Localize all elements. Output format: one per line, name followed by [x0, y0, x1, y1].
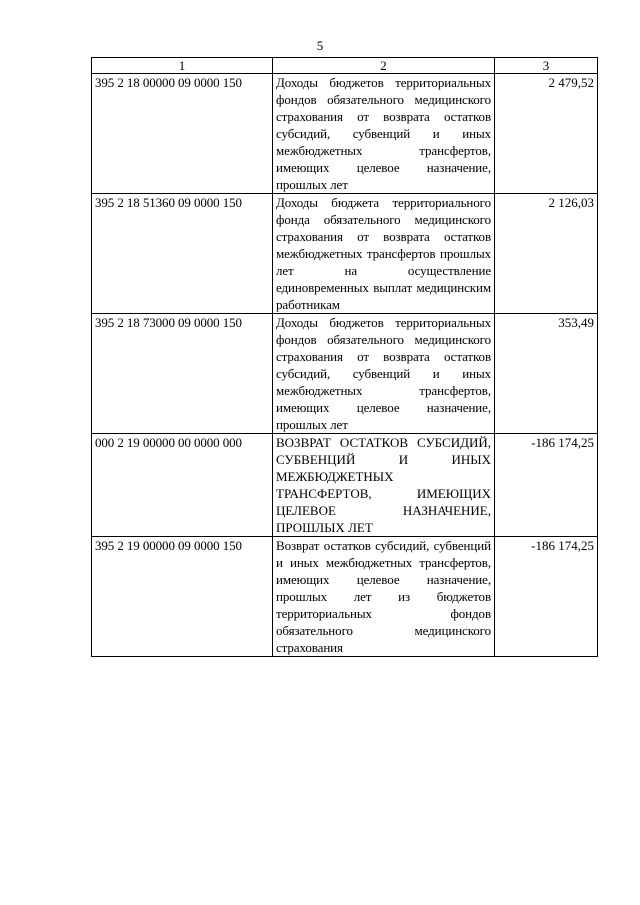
row-amount: -186 174,25	[495, 434, 598, 537]
table-row	[92, 537, 598, 657]
budget-revenue-table	[91, 57, 598, 657]
table-row	[92, 74, 598, 194]
table-row	[92, 194, 598, 314]
row-code: 395 2 18 00000 09 0000 150	[92, 74, 273, 194]
row-description: Доходы бюджета территориального фонда обязательного медицинского страхования от возврата остатков межбюджетных трансфертов прошлых лет на осуществление единовременных выплат медицинским работникам	[273, 194, 495, 314]
row-description: Доходы бюджетов территориальных фондов обязательного медицинского страхования от возврата остатков субсидий, субвенций и иных межбюджетных трансфертов, имеющих целевое назначение, прошлых лет	[273, 314, 495, 434]
column-header-amount: 3	[495, 58, 598, 74]
row-code: 395 2 18 73000 09 0000 150	[92, 314, 273, 434]
page-number: 5	[316, 38, 324, 53]
column-header-description: 2	[273, 58, 495, 74]
row-code: 000 2 19 00000 00 0000 000	[92, 434, 273, 537]
row-amount: 2 126,03	[495, 194, 598, 314]
row-amount: 353,49	[495, 314, 598, 434]
row-amount: 2 479,52	[495, 74, 598, 194]
table-header-row	[92, 58, 598, 74]
row-description: Возврат остатков субсидий, субвенций и иных межбюджетных трансфертов, имеющих целевое назначение, прошлых лет из бюджетов территориальных фондов обязательного медицинского страхования	[273, 537, 495, 657]
table-row	[92, 314, 598, 434]
row-code: 395 2 18 51360 09 0000 150	[92, 194, 273, 314]
row-code: 395 2 19 00000 09 0000 150	[92, 537, 273, 657]
row-amount: -186 174,25	[495, 537, 598, 657]
column-header-code: 1	[92, 58, 273, 74]
row-description: ВОЗВРАТ ОСТАТКОВ СУБСИДИЙ, СУБВЕНЦИЙ И ИНЫХ МЕЖБЮДЖЕТНЫХ ТРАНСФЕРТОВ, ИМЕЮЩИХ ЦЕЛЕВОЕ НАЗНАЧЕНИЕ, ПРОШЛЫХ ЛЕТ	[273, 434, 495, 537]
row-description: Доходы бюджетов территориальных фондов обязательного медицинского страхования от возврата остатков субсидий, субвенций и иных межбюджетных трансфертов, имеющих целевое назначение, прошлых лет	[273, 74, 495, 194]
table-row	[92, 434, 598, 537]
